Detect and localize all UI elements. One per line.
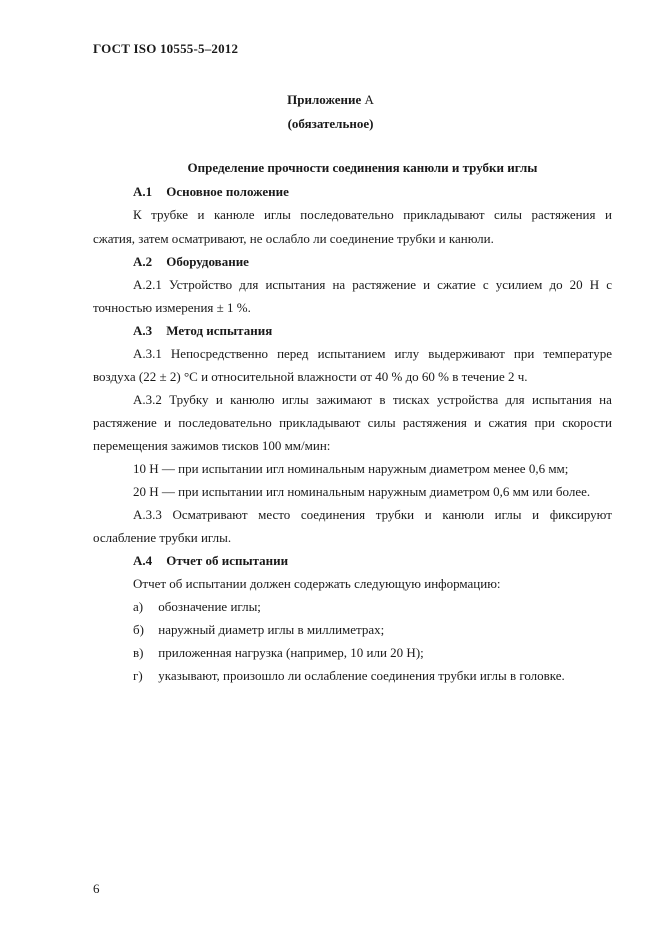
word: на bbox=[332, 277, 346, 292]
list-item: 10 Н — при испытании игл номинальным наружным диаметром менее 0,6 мм; bbox=[133, 461, 569, 476]
word: и bbox=[604, 207, 612, 222]
word: силы bbox=[494, 207, 522, 222]
list-text: наружный диаметр иглы в миллиметрах; bbox=[158, 622, 385, 637]
section-heading-a2 bbox=[133, 254, 249, 270]
word: скорости bbox=[562, 415, 612, 430]
list-item bbox=[133, 645, 424, 661]
word: устройства bbox=[436, 392, 499, 407]
word: канюли bbox=[442, 507, 485, 522]
word: растяжение bbox=[352, 277, 417, 292]
word: на bbox=[599, 392, 612, 407]
justified-row bbox=[133, 507, 612, 523]
section-heading-a3 bbox=[133, 323, 272, 339]
word: с bbox=[482, 277, 489, 292]
word: Осматривают bbox=[172, 507, 248, 522]
word: А.3.1 bbox=[133, 346, 162, 361]
list-item bbox=[133, 599, 261, 615]
word: иглу bbox=[394, 346, 420, 361]
word: испытания bbox=[265, 277, 326, 292]
list-marker: б) bbox=[133, 622, 144, 637]
word: растяжение bbox=[93, 415, 157, 430]
section-title: Основное положение bbox=[166, 184, 289, 199]
word: растяжения bbox=[402, 415, 467, 430]
list-item bbox=[133, 668, 565, 684]
paragraph-line: ослабление трубки иглы. bbox=[93, 530, 232, 545]
section-number: А.2 bbox=[133, 254, 153, 269]
word: для bbox=[505, 392, 525, 407]
word: сжатие bbox=[437, 277, 476, 292]
document-code: ГОСТ ISO 10555-5–2012 bbox=[93, 41, 239, 56]
word: растяжения bbox=[531, 207, 596, 222]
word: Н bbox=[589, 277, 600, 292]
annex-title-word: Приложение bbox=[287, 92, 362, 107]
word: для bbox=[239, 277, 259, 292]
paragraph-line bbox=[93, 415, 612, 431]
section-heading-a1 bbox=[133, 184, 289, 200]
word: прикладывают bbox=[403, 207, 485, 222]
word: и bbox=[424, 507, 432, 522]
paragraph-line: точностью измерения ± 1 %. bbox=[93, 300, 251, 315]
annex-title bbox=[0, 92, 661, 108]
word: иглы bbox=[494, 507, 522, 522]
section-title: Метод испытания bbox=[166, 323, 273, 338]
word: фиксируют bbox=[549, 507, 612, 522]
section-heading-a4 bbox=[133, 553, 288, 569]
list-marker: а) bbox=[133, 599, 144, 614]
annex-status: (обязательное) bbox=[287, 116, 374, 131]
word: К bbox=[133, 207, 142, 222]
word: и bbox=[197, 207, 205, 222]
word: и bbox=[474, 415, 482, 430]
word: А.2.1 bbox=[133, 277, 162, 292]
word: и bbox=[215, 392, 223, 407]
annex-title-letter: А bbox=[364, 92, 374, 107]
paragraph-line: Отчет об испытании должен содержать следующую информацию: bbox=[133, 576, 501, 591]
word: трубки bbox=[375, 507, 415, 522]
word: с bbox=[606, 277, 612, 292]
list-text: обозначение иглы; bbox=[158, 599, 261, 614]
word: перед bbox=[277, 346, 309, 361]
word: Непосредственно bbox=[170, 346, 269, 361]
list-text: приложенная нагрузка (например, 10 или 20 Н); bbox=[158, 645, 424, 660]
justified-row bbox=[133, 346, 612, 362]
word: трубке bbox=[151, 207, 189, 222]
justified-row bbox=[133, 392, 612, 408]
word: при bbox=[534, 415, 555, 430]
word: температуре bbox=[543, 346, 612, 361]
word: в bbox=[379, 392, 386, 407]
list-item: 20 Н — при испытании игл номинальным наружным диаметром 0,6 мм или более. bbox=[133, 484, 591, 499]
justified-row bbox=[133, 207, 612, 223]
word: сжатия bbox=[488, 415, 528, 430]
word: А.3.3 bbox=[133, 507, 162, 522]
list-marker: в) bbox=[133, 645, 144, 660]
word: соединения bbox=[300, 507, 366, 522]
list-marker: г) bbox=[133, 668, 143, 683]
paragraph-line bbox=[133, 207, 612, 223]
page-number: 6 bbox=[93, 881, 100, 896]
word: при bbox=[513, 346, 535, 361]
word: и bbox=[532, 507, 540, 522]
section-title: Отчет об испытании bbox=[166, 553, 289, 568]
word: и bbox=[164, 415, 172, 430]
word: испытанием bbox=[317, 346, 386, 361]
word: канюле bbox=[213, 207, 255, 222]
word: силы bbox=[367, 415, 396, 430]
word: до bbox=[549, 277, 563, 292]
section-title: Оборудование bbox=[166, 254, 249, 269]
word: прикладывают bbox=[279, 415, 361, 430]
word: последовательно bbox=[300, 207, 394, 222]
paragraph-line bbox=[133, 507, 612, 523]
word: тисках bbox=[392, 392, 430, 407]
list-text: указывают, произошло ли ослабление соединения трубки иглы в головке. bbox=[158, 668, 565, 683]
paragraph-line: воздуха (22 ± 2) °С и относительной влажности от 40 % до 60 % в течение 2 ч. bbox=[93, 369, 528, 384]
word: последовательно bbox=[178, 415, 272, 430]
word: выдерживают bbox=[428, 346, 505, 361]
section-number: А.1 bbox=[133, 184, 153, 199]
word: канюлю bbox=[230, 392, 275, 407]
word: усилием bbox=[495, 277, 543, 292]
paragraph-line bbox=[133, 392, 612, 408]
justified-row bbox=[93, 415, 612, 431]
annex-heading: Определение прочности соединения канюли и трубки иглы bbox=[187, 160, 538, 175]
section-number: А.4 bbox=[133, 553, 153, 568]
word: испытания bbox=[531, 392, 592, 407]
paragraph-line bbox=[133, 277, 612, 293]
word: иглы bbox=[263, 207, 291, 222]
word: Трубку bbox=[169, 392, 209, 407]
word: иглы bbox=[281, 392, 309, 407]
word: Устройство bbox=[168, 277, 233, 292]
paragraph-line bbox=[133, 346, 612, 362]
justified-row bbox=[133, 277, 612, 293]
word: и bbox=[423, 277, 431, 292]
word: зажимают bbox=[316, 392, 373, 407]
list-item bbox=[133, 622, 384, 638]
word: 20 bbox=[569, 277, 583, 292]
word: место bbox=[258, 507, 291, 522]
paragraph-line: сжатия, затем осматривают, не ослабло ли соединение трубки и канюли. bbox=[93, 231, 494, 246]
word: А.3.2 bbox=[133, 392, 162, 407]
paragraph-line: перемещения зажимов тисков 100 мм/мин: bbox=[93, 438, 331, 453]
section-number: А.3 bbox=[133, 323, 153, 338]
